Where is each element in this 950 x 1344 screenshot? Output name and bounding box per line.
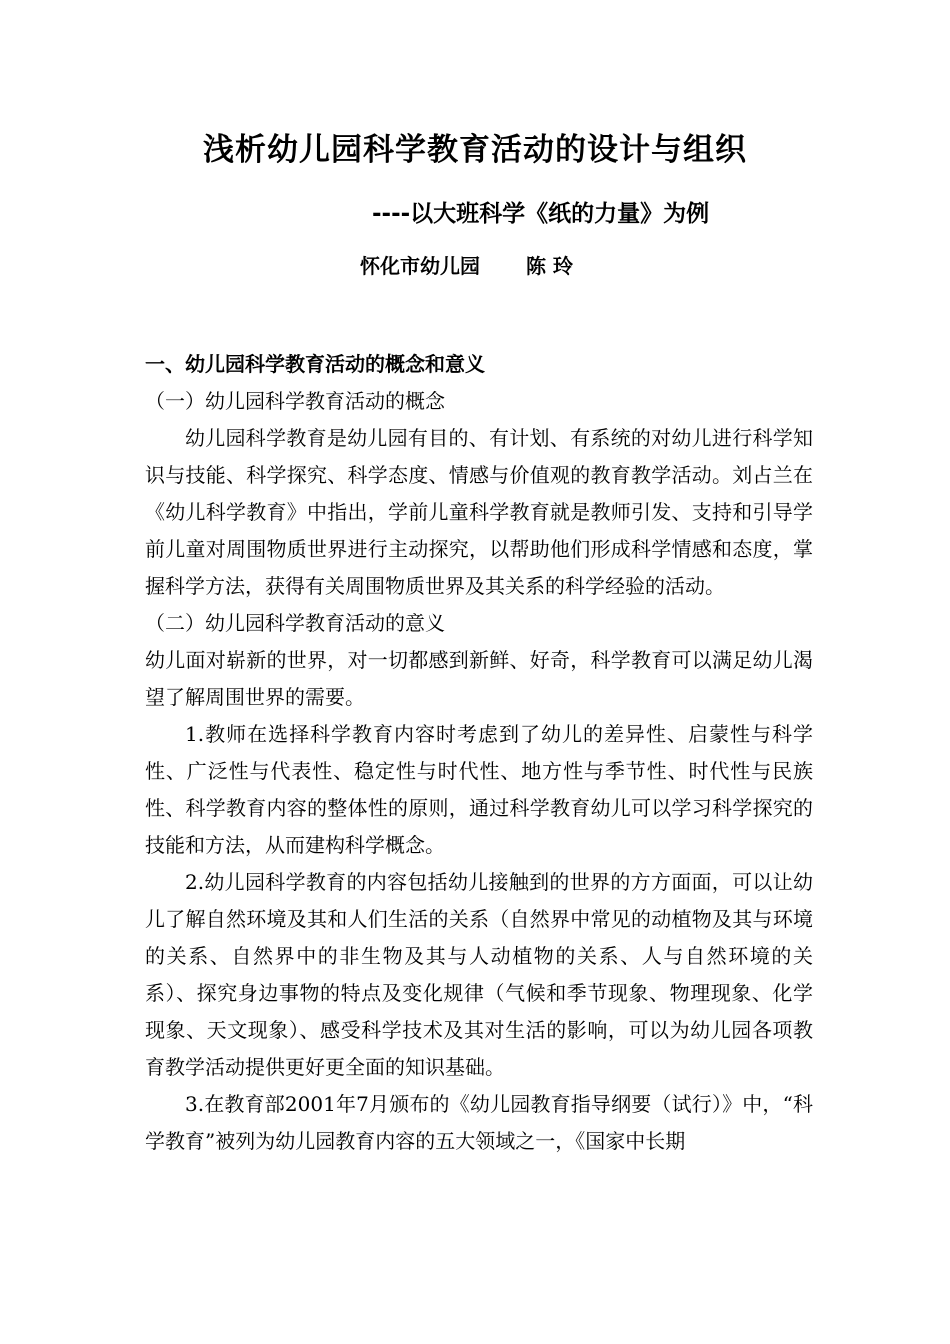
paragraph: 幼儿面对崭新的世界，对一切都感到新鲜、好奇，科学教育可以满足幼儿渴望了解周围世界的需要。 xyxy=(145,648,813,709)
section-heading: 一、幼儿园科学教育活动的概念和意义 xyxy=(145,352,485,376)
paragraph: 幼儿园科学教育是幼儿园有目的、有计划、有系统的对幼儿进行科学知识与技能、科学探究、科学态度、情感与价值观的教育教学活动。刘占兰在《幼儿科学教育》中指出，学前儿童科学教育就是教师引发、支持和引导学前儿童对周围物质世界进行主动探究，以帮助他们形成科学情感和态度，掌握科学方法，获得有关周围物质世界及其关系的科学经验的活动。 xyxy=(145,426,813,598)
document-subtitle: ----以大班科学《纸的力量》为例 xyxy=(372,201,710,227)
paragraph: 1.教师在选择科学教育内容时考虑到了幼儿的差异性、启蒙性与科学性、广泛性与代表性、稳定性与时代性、地方性与季节性、时代性与民族性、科学教育内容的整体性的原则，通过科学教育幼儿可以学习科学探究的技能和方法，从而建构科学概念。 xyxy=(145,722,813,857)
subsection-heading: （一）幼儿园科学教育活动的概念 xyxy=(145,389,445,413)
author-name: 陈 玲 xyxy=(526,254,573,278)
author-organization: 怀化市幼儿园 xyxy=(360,254,480,278)
document-body xyxy=(145,346,813,1160)
subsection-heading: （二）幼儿园科学教育活动的意义 xyxy=(145,611,445,635)
author-line xyxy=(360,250,573,282)
document-title: 浅析幼儿园科学教育活动的设计与组织 xyxy=(203,132,747,168)
paragraph: 2.幼儿园科学教育的内容包括幼儿接触到的世界的方方面面，可以让幼儿了解自然环境及其和人们生活的关系（自然界中常见的动植物及其与环境的关系、自然界中的非生物及其与人动植物的关系、人与自然环境的关系）、探究身边事物的特点及变化规律（气候和季节现象、物理现象、化学现象、天文现象）、感受科学技术及其对生活的影响，可以为幼儿园各项教育教学活动提供更好更全面的知识基础。 xyxy=(145,870,813,1079)
paragraph: 3.在教育部2001年7月颁布的《幼儿园教育指导纲要（试行）》中，“科学教育”被列为幼儿园教育内容的五大领域之一，《国家中长期 xyxy=(145,1092,813,1153)
